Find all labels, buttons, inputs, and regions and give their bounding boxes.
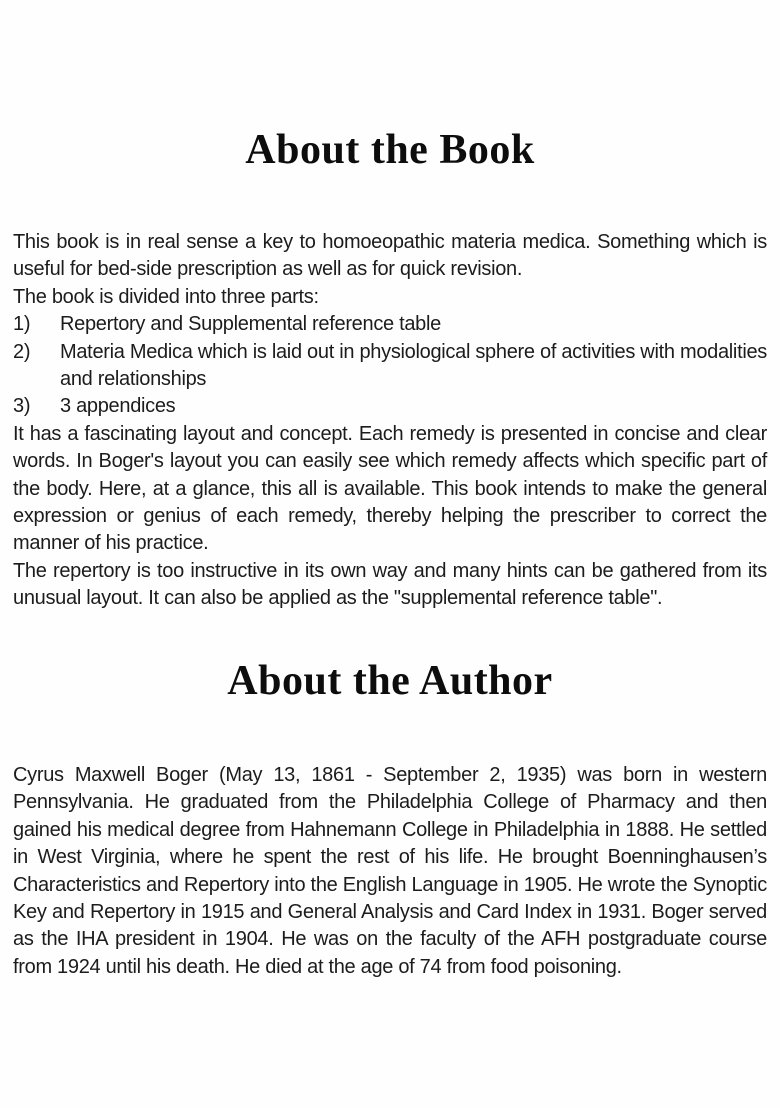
list-item <box>13 339 767 394</box>
about-the-author-body <box>13 762 767 981</box>
book-parts-lead-in: The book is divided into three parts: <box>13 285 319 308</box>
author-bio-paragraph: Cyrus Maxwell Boger (May 13, 1861 - September 2, 1935) was born in western Pennsylvania. He graduated from the Philadelphia College of Pharmacy and then gained his medical degree from Hahnemann College in Philadelphia in 1888. He settled in West Virginia, where he spent the rest of his life. He brought Boenninghausen’s Characteristics and Repertory into the English Language in 1905. He wrote the Synoptic Key and Repertory in 1915 and General Analysis and Card Index in 1931. Boger served as the IHA president in 1904. He was on the faculty of the AFH postgraduate course from 1924 until his death. He died at the age of 74 from food poisoning. <box>13 764 767 978</box>
list-item-text: Materia Medica which is laid out in physiological sphere of activities with modalities and relationships <box>60 340 767 391</box>
list-item <box>13 393 767 420</box>
list-item-number: 2) <box>13 340 31 363</box>
book-layout-paragraph: It has a fascinating layout and concept. Each remedy is presented in concise and clear words. In Boger's layout you can easily see which remedy affects which specific part of the body. Here, at a glance, this all is available. This book intends to make the general expression or genius of each remedy, thereby helping the prescriber to correct the manner of his practice. <box>13 422 767 555</box>
about-the-book-body <box>13 229 767 613</box>
list-item-number: 3) <box>13 395 31 418</box>
list-item <box>13 311 767 338</box>
list-item-number: 1) <box>13 313 31 336</box>
book-parts-list <box>13 311 767 421</box>
list-item-text: Repertory and Supplemental reference table <box>60 313 441 336</box>
book-repertory-paragraph: The repertory is too instructive in its own way and many hints can be gathered from its unusual layout. It can also be applied as the "supplemental reference table". <box>13 559 767 610</box>
about-the-author-heading: About the Author <box>227 658 553 704</box>
about-the-book-heading: About the Book <box>245 127 535 173</box>
list-item-text: 3 appendices <box>60 395 176 418</box>
book-intro-paragraph: This book is in real sense a key to homoeopathic materia medica. Something which is useful for bed-side prescription as well as for quick revision. <box>13 231 767 281</box>
